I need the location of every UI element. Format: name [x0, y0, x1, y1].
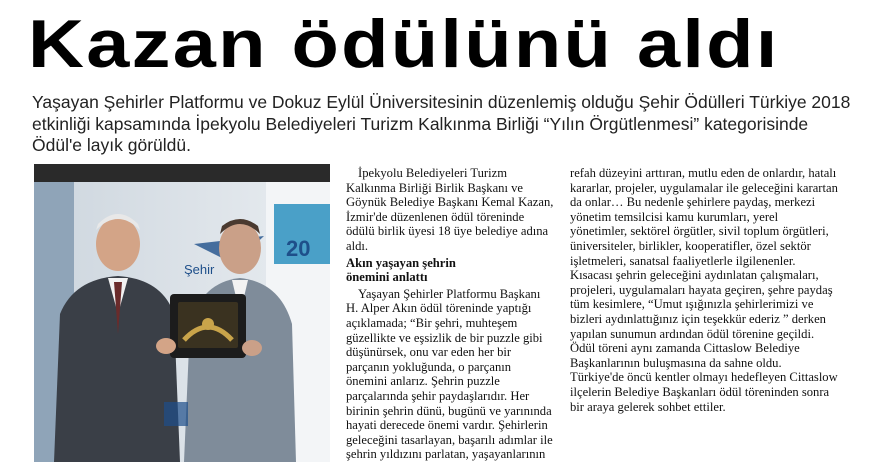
article-paragraph-2-continued: refah düzeyini arttıran, mutlu eden de onlardır, hatalı kararlar, projeler, uygulamalar ile geleceğini karartan da onlar… Bu nedenle şehirlere paydaş, merkezi yönetim temsilcisi kamu kurumları, yerel yönetimler, sektörel örgütler, sivil toplum örgütleri, üniversiteler, birlikler, kooperatifler, özel sektör işletmeleri, sanatsal faaliyetlerle ilgilenenler. Kısacası şehrin geleceğini aydınlatan çalışmaları, projeleri, uygulamaları hayata geçiren, şehre paydaş tüm kesimlere, “Umut ışığınızla şehirlerimizi ve bizleri aydınlattığınız için teşekkür ederiz ” derken yapılan sunumun ardından ödül törenine geçildi. Ödül töreni aynı zamanda Cittaslow Belediye Başkanlarının buluşmasına da sahne oldu. Türkiye'de öncü kentler olmayı hedefleyen Cittaslow ilçelerin Belediye Başkanları ödül töreninden sonra bir araya gelerek sohbet ettiler.: [570, 166, 838, 414]
article-column-1: [346, 166, 554, 462]
banner-year: 20: [286, 236, 311, 261]
subheading-line-1: Akın yaşayan şehrin: [346, 255, 456, 270]
award-photo-illustration: [34, 164, 330, 462]
lead-paragraph: Yaşayan Şehirler Platformu ve Dokuz Eylül Üniversitesinin düzenlemiş olduğu Şehir Ödülleri Türkiye 2018 etkinliği kapsamında İpekyolu Belediyeleri Turizm Kalkınma Birliği “Yılın Örgütlenmesi” kategorisinde Ödül'e layık görüldü.: [32, 92, 851, 155]
article-column-2: [570, 166, 838, 414]
article-paragraph-2: Yaşayan Şehirler Platformu Başkanı H. Alper Akın ödül töreninde yaptığı açıklamada; “Bir şehri, muhteşem güzellikte ve eşsizlik de bir puzzle gibi düşünürsek, onu var eden her bir parçanın yokluğunda, o parçanın önemini anlarız. Şehrin puzzle parçalarında şehir paydaşlarıdır. Her birinin şehrin dünü, bugünü ve yarınında hayati derecede önemi vardır. Şehirlerin geleceğini tasarlayan, başarılı adımlar ile şehrin yıldızını parlatan, yaşayanlarının: [346, 286, 553, 462]
headline: Kazan ödülünü aldı: [28, 6, 780, 82]
award-photo: [34, 164, 330, 462]
article-paragraph-1: İpekyolu Belediyeleri Turizm Kalkınma Birliği Birlik Başkanı ve Göynük Belediye Başkanı Kemal Kazan, İzmir'de düzenlenen ödül töreninde ödülü birlik üyesi 18 üye belediye adına aldı.: [346, 166, 554, 253]
banner-text: Şehir: [184, 262, 215, 277]
article-subheading: [346, 256, 554, 285]
subheading-line-2: önemini anlattı: [346, 270, 428, 285]
